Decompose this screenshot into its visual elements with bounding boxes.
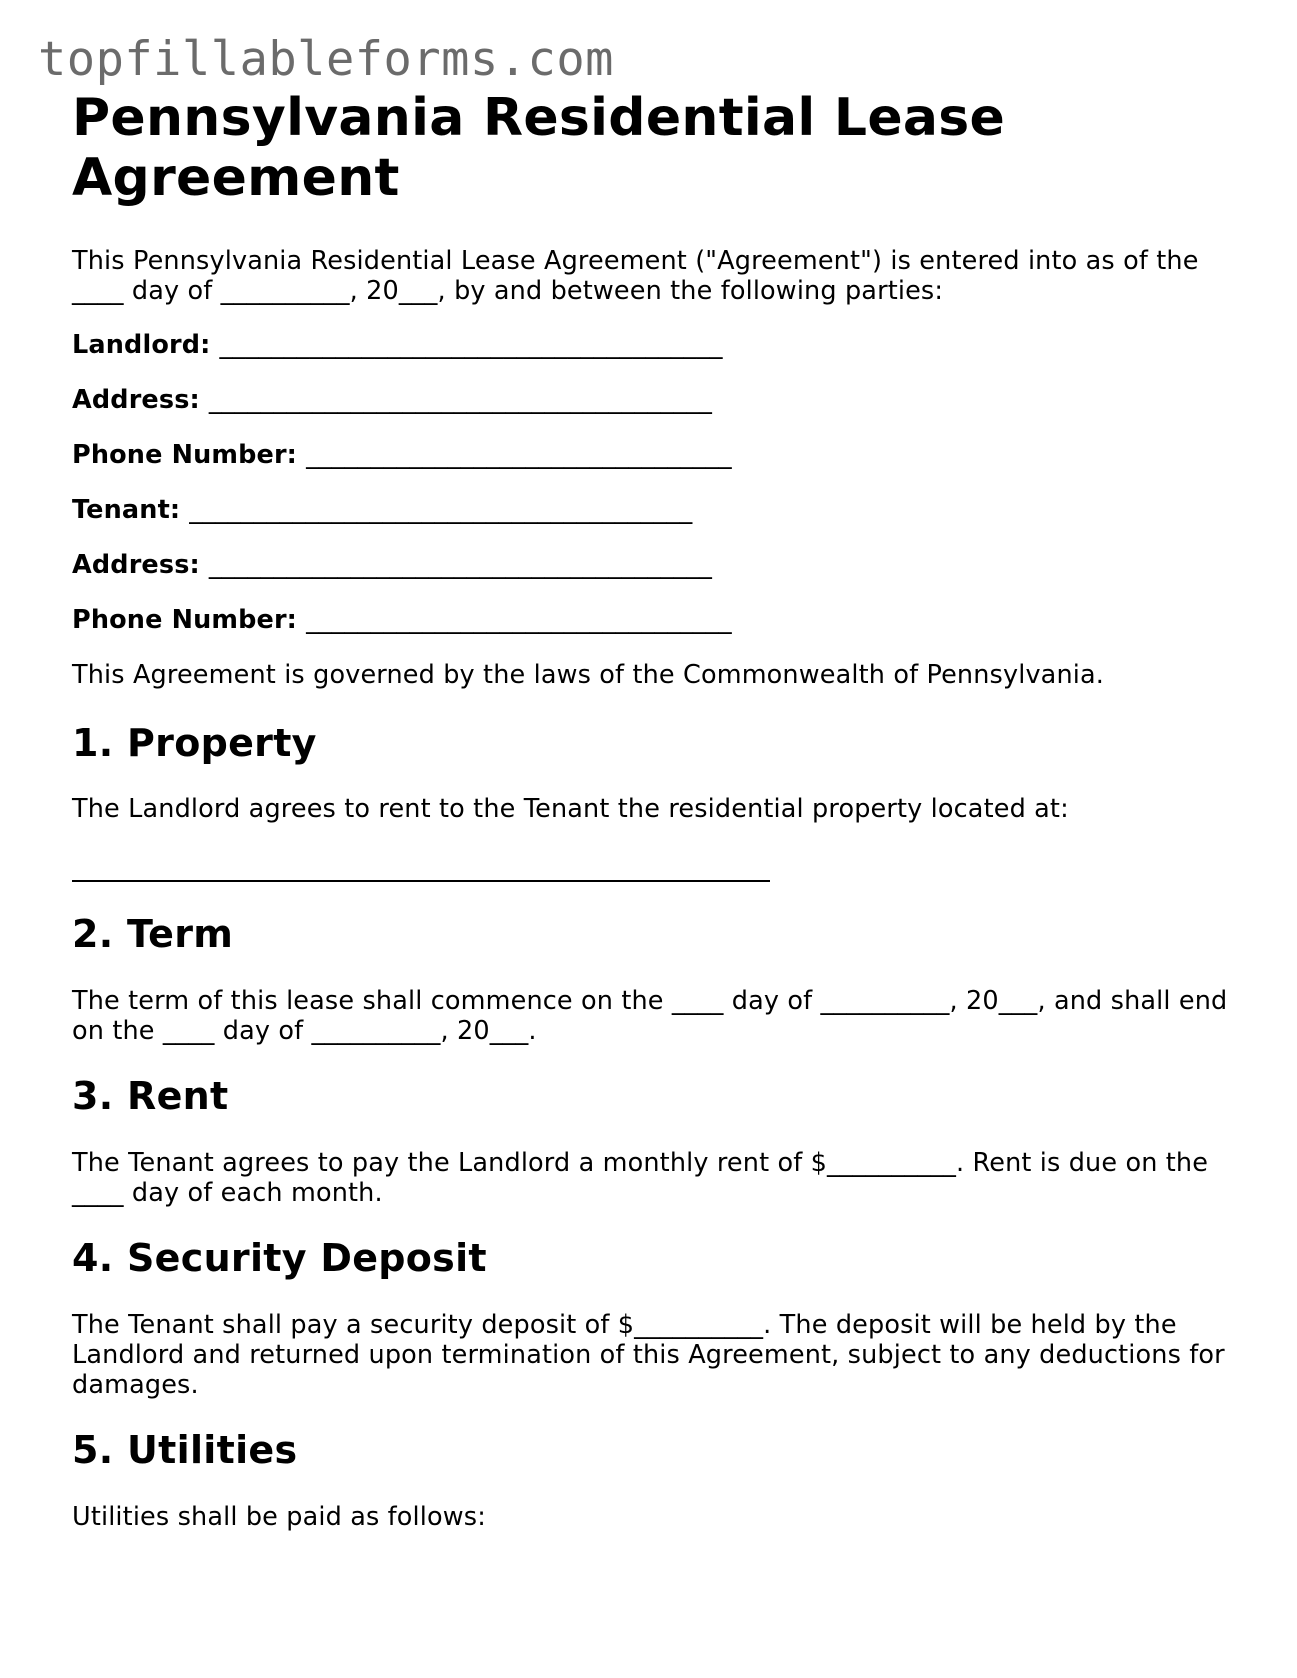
section-heading-utilities: 5. Utilities: [72, 1428, 298, 1472]
document-title: Pennsylvania Residential Lease Agreement: [72, 88, 1006, 208]
intro-paragraph: This Pennsylvania Residential Lease Agreement ("Agreement") is entered into as of the ____ day of __________, 20___, by and between the following parties:: [72, 246, 1199, 306]
section-text-security-deposit: The Tenant shall pay a security deposit of $__________. The deposit will be held by the Landlord and returned upon termination of this Agreement, subject to any deductions for damages.: [72, 1310, 1225, 1400]
governing-law-text: This Agreement is governed by the laws of the Commonwealth of Pennsylvania.: [72, 660, 1105, 690]
document-page: [72, 88, 1232, 1532]
section-text-property: The Landlord agrees to rent to the Tenant the residential property located at:: [72, 794, 1069, 824]
landlord-field[interactable]: [72, 330, 1232, 360]
field-blank[interactable]: _______________________________________: [208, 385, 713, 415]
field-blank[interactable]: _______________________________________: [189, 495, 693, 525]
tenant-address-field[interactable]: [72, 550, 1232, 580]
field-label: Landlord:: [72, 330, 211, 360]
field-label: Phone Number:: [72, 440, 298, 470]
field-blank[interactable]: _________________________________: [306, 605, 732, 635]
tenant-phone-field[interactable]: [72, 605, 1232, 635]
section-text-rent: The Tenant agrees to pay the Landlord a monthly rent of $__________. Rent is due on the ____ day of each month.: [72, 1148, 1209, 1208]
field-blank[interactable]: _______________________________________: [208, 550, 713, 580]
field-label: Address:: [72, 385, 200, 415]
watermark: topfillableforms.com: [38, 32, 614, 87]
section-heading-property: 1. Property: [72, 721, 317, 765]
field-blank[interactable]: _______________________________________: [219, 330, 723, 360]
section-text-term: The term of this lease shall commence on the ____ day of __________, 20___, and shall end on the ____ day of __________, 20___.: [72, 986, 1228, 1046]
landlord-phone-field[interactable]: [72, 440, 1232, 470]
field-label: Phone Number:: [72, 605, 298, 635]
property-address-blank[interactable]: [72, 864, 770, 882]
section-heading-term: 2. Term: [72, 912, 234, 956]
section-heading-security-deposit: 4. Security Deposit: [72, 1236, 487, 1280]
tenant-field[interactable]: [72, 495, 1232, 525]
field-label: Address:: [72, 550, 200, 580]
section-heading-rent: 3. Rent: [72, 1074, 229, 1118]
landlord-address-field[interactable]: [72, 385, 1232, 415]
section-text-utilities: Utilities shall be paid as follows:: [72, 1502, 486, 1532]
field-blank[interactable]: _________________________________: [306, 440, 732, 470]
field-label: Tenant:: [72, 495, 181, 525]
